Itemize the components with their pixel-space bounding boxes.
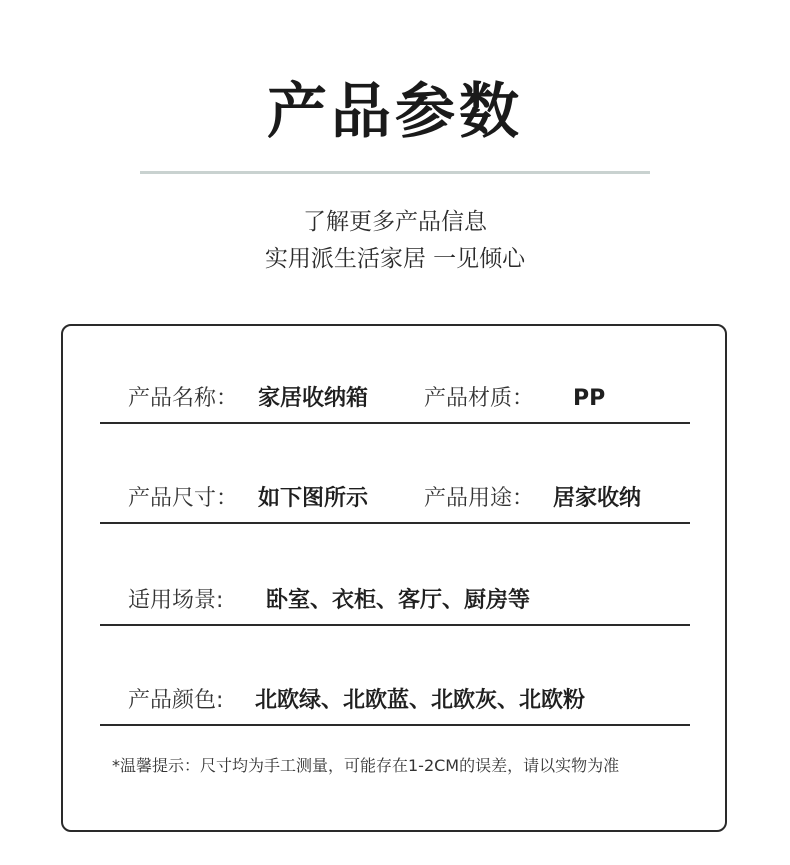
subtitle-line-1: 了解更多产品信息 (303, 209, 487, 235)
product-size-value: 如下图所示 (258, 486, 369, 511)
subtitle-line-2: 实用派生活家居 一见倾心 (264, 246, 526, 272)
spec-row-size-usage (100, 482, 690, 524)
product-material-value: PP (573, 386, 606, 411)
scene-label: 适用场景: (128, 588, 224, 613)
color-label: 产品颜色: (128, 688, 224, 713)
product-material-label: 产品材质： (424, 386, 535, 411)
product-name-label: 产品名称： (128, 386, 239, 411)
color-value: 北欧绿、北欧蓝、北欧灰、北欧粉 (255, 688, 586, 713)
product-usage-value: 居家收纳 (553, 486, 642, 511)
product-usage-label: 产品用途： (424, 486, 535, 511)
page-title: 产品参数 (267, 77, 523, 147)
measurement-note: *温馨提示：尺寸均为手工测量，可能存在1-2CM的误差，请以实物为准 (112, 756, 620, 775)
product-name-value: 家居收纳箱 (258, 386, 369, 411)
scene-value: 卧室、衣柜、客厅、厨房等 (266, 588, 531, 613)
title-divider (140, 171, 650, 174)
spec-row-scene (100, 584, 690, 626)
spec-row-color (100, 684, 690, 726)
product-size-label: 产品尺寸： (128, 486, 239, 511)
spec-row-name-material (100, 382, 690, 424)
